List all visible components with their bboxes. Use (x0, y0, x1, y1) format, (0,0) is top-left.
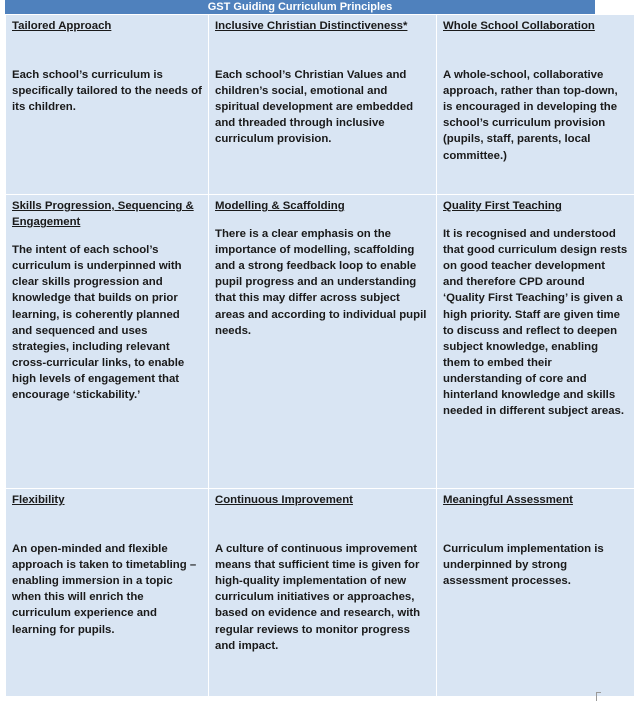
principle-cell-quality-first-teaching (437, 195, 635, 489)
principle-body: Each school’s Christian Values and children’s social, emotional and spiritual development are embedded and threaded through inclusive curriculum provision. (215, 69, 414, 146)
principle-cell-tailored-approach (6, 15, 209, 195)
principle-heading: Modelling & Scaffolding (215, 200, 345, 212)
principle-heading: Skills Progression, Sequencing & Engagement (12, 200, 194, 229)
principle-heading: Inclusive Christian Distinctiveness* (215, 20, 408, 32)
principles-table (5, 14, 635, 697)
principle-body: The intent of each school’s curriculum is underpinned with clear skills progression and knowledge that builds on prior learning, is coherently planned and sequenced and uses strategies, including relevant cross-curricular links, to enable high levels of engagement that encourage ‘stickability.’ (12, 244, 185, 402)
table-row (6, 489, 635, 697)
principle-cell-meaningful-assessment (437, 489, 635, 697)
principle-cell-flexibility (6, 489, 209, 697)
principle-body: An open-minded and flexible approach is taken to timetabling – enabling immersion in a topic when this will enrich the curriculum experience and learning for pupils. (12, 543, 197, 636)
table-row (6, 15, 635, 195)
principle-cell-modelling-scaffolding (209, 195, 437, 489)
principle-heading: Continuous Improvement (215, 494, 353, 506)
principle-heading: Flexibility (12, 494, 65, 506)
principle-body: It is recognised and understood that good curriculum design rests on good teacher development and therefore CPD around ‘Quality First Teaching’ is given a high priority. Staff are given time to discuss and reflect to deepen subject knowledge, enabling them to embed their understanding of core and hinterland knowledge and skills needed in different subject areas. (443, 228, 628, 418)
principle-body: A whole-school, collaborative approach, rather than top-down, is encouraged in developing the school’s curriculum provision (pupils, staff, parents, local committee.) (443, 69, 618, 162)
table-title: GST Guiding Curriculum Principles (5, 0, 595, 14)
principle-heading: Quality First Teaching (443, 200, 562, 212)
table-row (6, 195, 635, 489)
principle-cell-whole-school-collaboration (437, 15, 635, 195)
principle-body: There is a clear emphasis on the importance of modelling, scaffolding and a strong feedback loop to enable pupil progress and an understanding that this may differ across subject areas and according to individual pupil needs. (215, 228, 427, 337)
principle-body: Curriculum implementation is underpinned by strong assessment processes. (443, 543, 604, 588)
page-corner-mark (596, 692, 601, 701)
principle-heading: Meaningful Assessment (443, 494, 573, 506)
principle-heading: Whole School Collaboration (443, 20, 595, 32)
principle-cell-continuous-improvement (209, 489, 437, 697)
principle-heading: Tailored Approach (12, 20, 112, 32)
principle-cell-inclusive-christian-distinctiveness (209, 15, 437, 195)
principle-body: A culture of continuous improvement means that sufficient time is given for high-quality implementation of new curriculum initiatives or approaches, based on evidence and research, with regular reviews to monitor progress and impact. (215, 543, 421, 652)
principle-cell-skills-progression (6, 195, 209, 489)
principle-body: Each school’s curriculum is specifically tailored to the needs of its children. (12, 69, 202, 114)
